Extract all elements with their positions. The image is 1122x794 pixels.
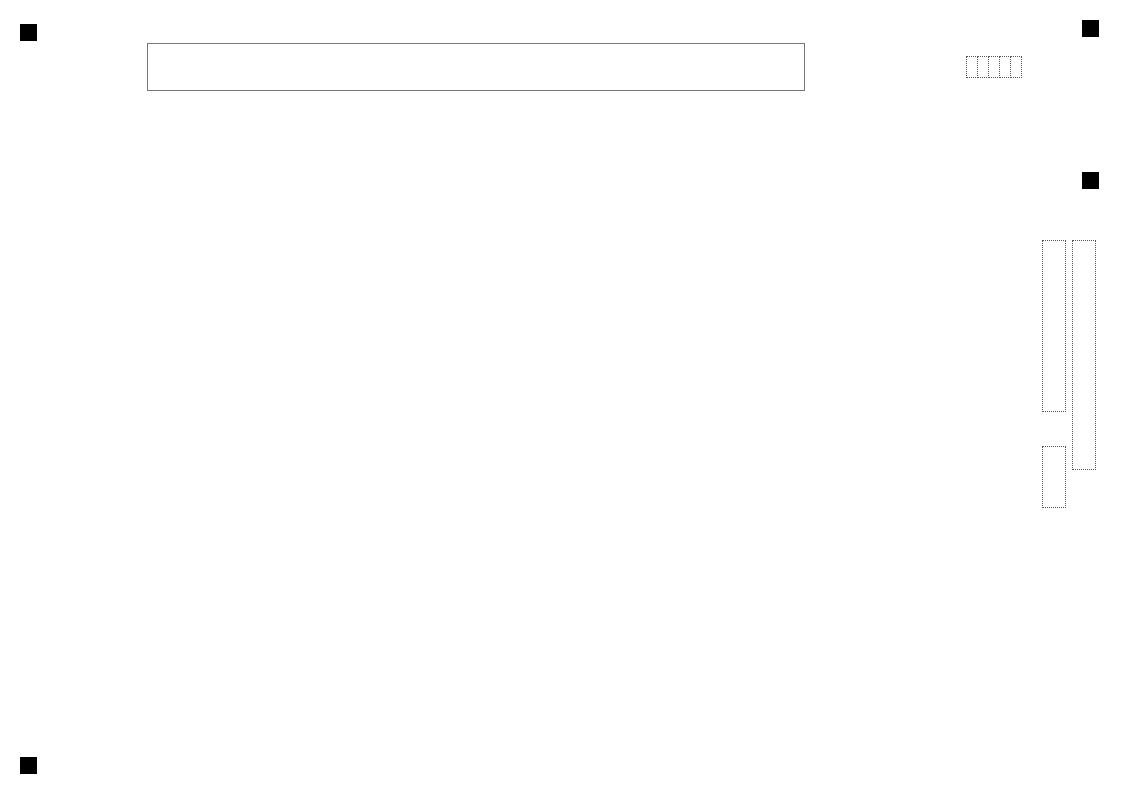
inn-field[interactable] [1072, 240, 1096, 470]
goods-type-field[interactable] [147, 43, 805, 91]
page-field[interactable] [1042, 446, 1066, 508]
goods-code-field[interactable] [966, 56, 1022, 78]
corner-marker-mid-right [1082, 172, 1099, 189]
barcode [1058, 48, 1098, 156]
corner-marker-top-left [20, 24, 37, 41]
corner-marker-bottom-left [20, 757, 37, 774]
corner-marker-top-right [1082, 20, 1099, 37]
kpp-field[interactable] [1042, 240, 1066, 412]
